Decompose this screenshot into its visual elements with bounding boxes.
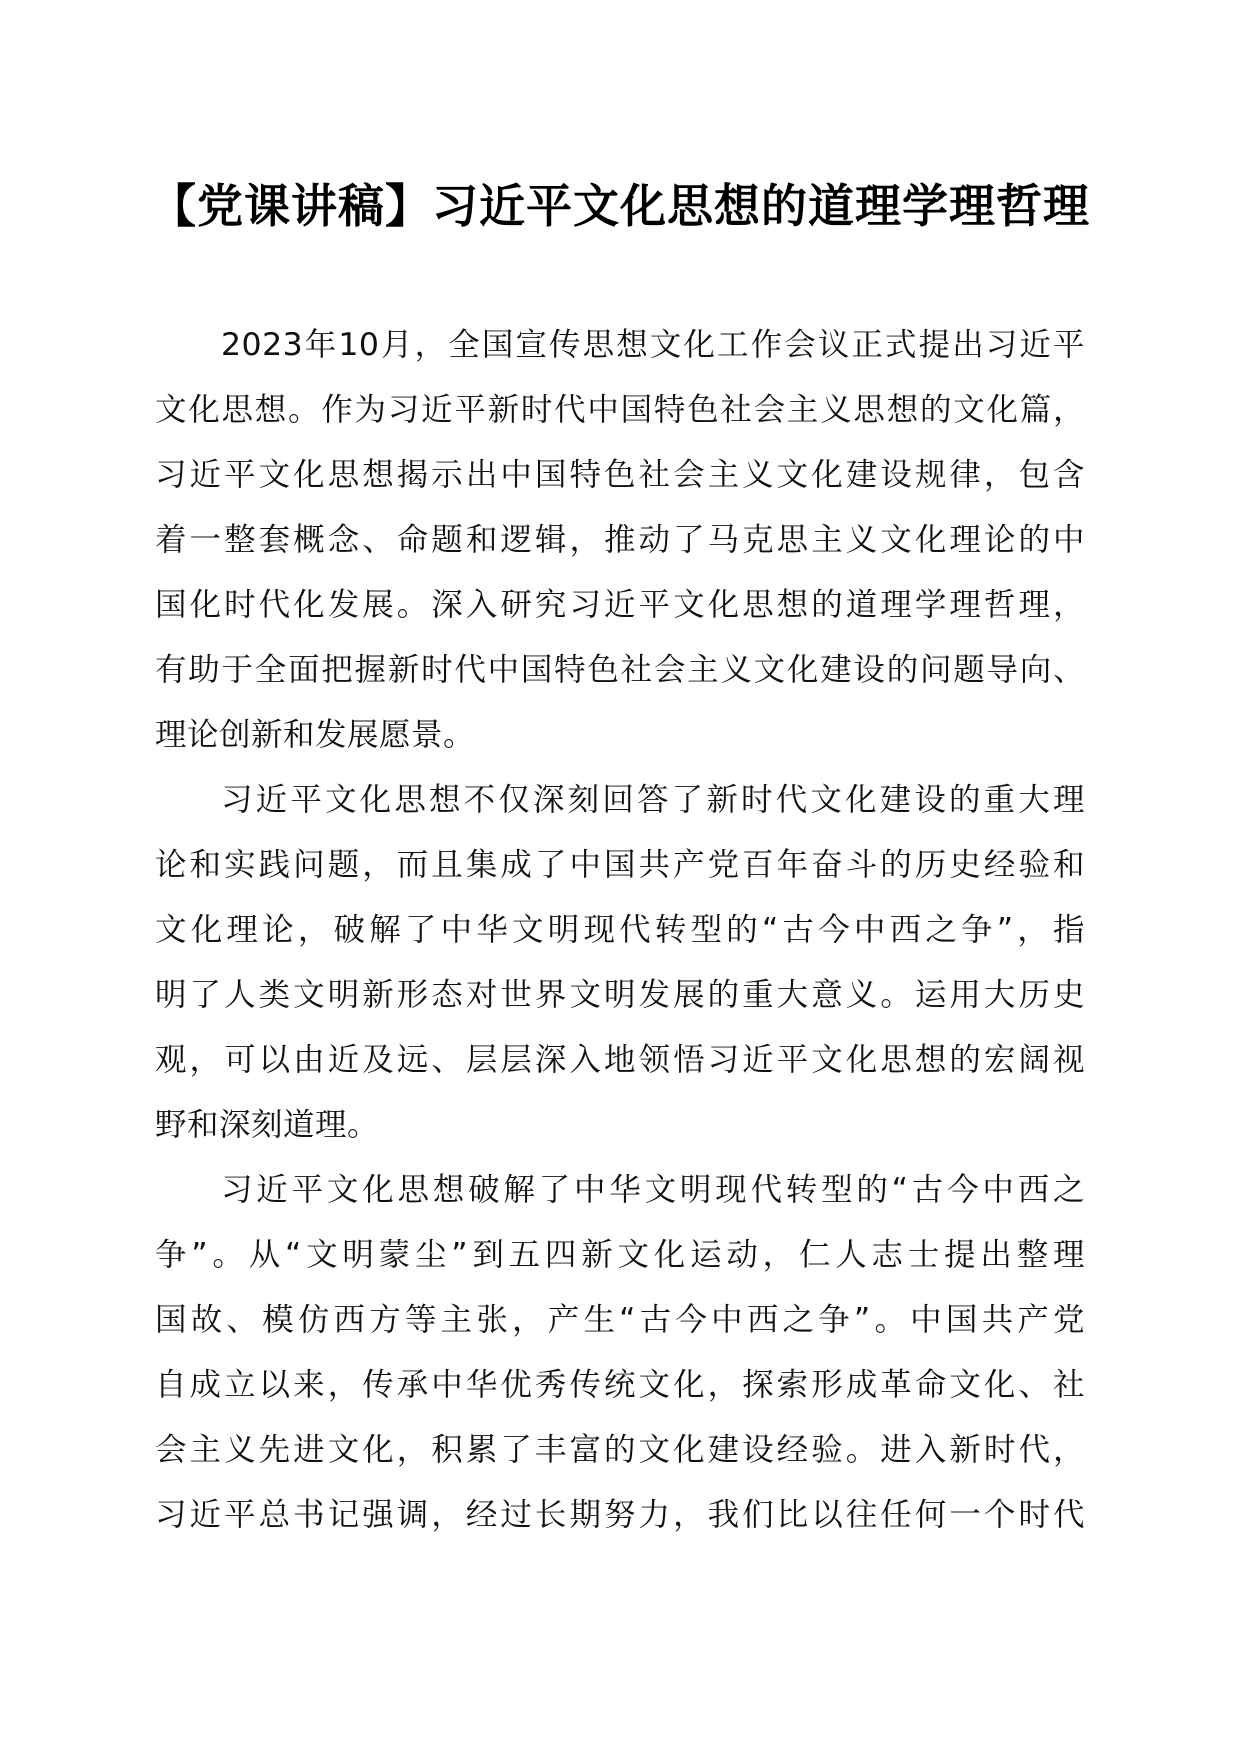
text-line: 文化理论，破解了中华文明现代转型的“古今中西之争”，指 <box>155 912 1085 948</box>
text-line: 国化时代化发展。深入研究习近平文化思想的道理学理哲理， <box>155 587 1085 623</box>
text-line: 有助于全面把握新时代中国特色社会主义文化建设的问题导向、 <box>155 652 1085 688</box>
text-line: 习近平文化思想不仅深刻回答了新时代文化建设的重大理 <box>221 782 1085 818</box>
text-line: 野和深刻道理。 <box>155 1107 380 1143</box>
text-line: 2023年10月，全国宣传思想文化工作会议正式提出习近平 <box>221 327 1085 363</box>
text-line: 论和实践问题，而且集成了中国共产党百年奋斗的历史经验和 <box>155 847 1085 883</box>
text-line: 自成立以来，传承中华优秀传统文化，探索形成革命文化、社 <box>155 1367 1085 1403</box>
text-line: 习近平文化思想破解了中华文明现代转型的“古今中西之 <box>221 1172 1085 1208</box>
text-line: 着一整套概念、命题和逻辑，推动了马克思主义文化理论的中 <box>155 522 1085 558</box>
paragraph-3 <box>155 1158 1085 1548</box>
text-line: 会主义先进文化，积累了丰富的文化建设经验。进入新时代， <box>155 1432 1085 1468</box>
text-line: 争”。从“文明蒙尘”到五四新文化运动，仁人志士提出整理 <box>155 1237 1085 1273</box>
paragraph-2 <box>155 768 1085 1158</box>
text-line: 文化思想。作为习近平新时代中国特色社会主义思想的文化篇， <box>155 392 1085 428</box>
text-line: 明了人类文明新形态对世界文明发展的重大意义。运用大历史 <box>155 977 1085 1013</box>
text-line: 习近平总书记强调，经过长期努力，我们比以往任何一个时代 <box>155 1497 1085 1533</box>
text-line: 国故、模仿西方等主张，产生“古今中西之争”。中国共产党 <box>155 1302 1085 1338</box>
paragraph-1 <box>155 313 1085 768</box>
document-body <box>155 313 1085 1548</box>
text-line: 习近平文化思想揭示出中国特色社会主义文化建设规律，包含 <box>155 457 1085 493</box>
text-line: 观，可以由近及远、层层深入地领悟习近平文化思想的宏阔视 <box>155 1042 1085 1078</box>
text-line: 理论创新和发展愿景。 <box>155 717 476 753</box>
page-title: 【党课讲稿】习近平文化思想的道理学理哲理 <box>150 179 1090 233</box>
